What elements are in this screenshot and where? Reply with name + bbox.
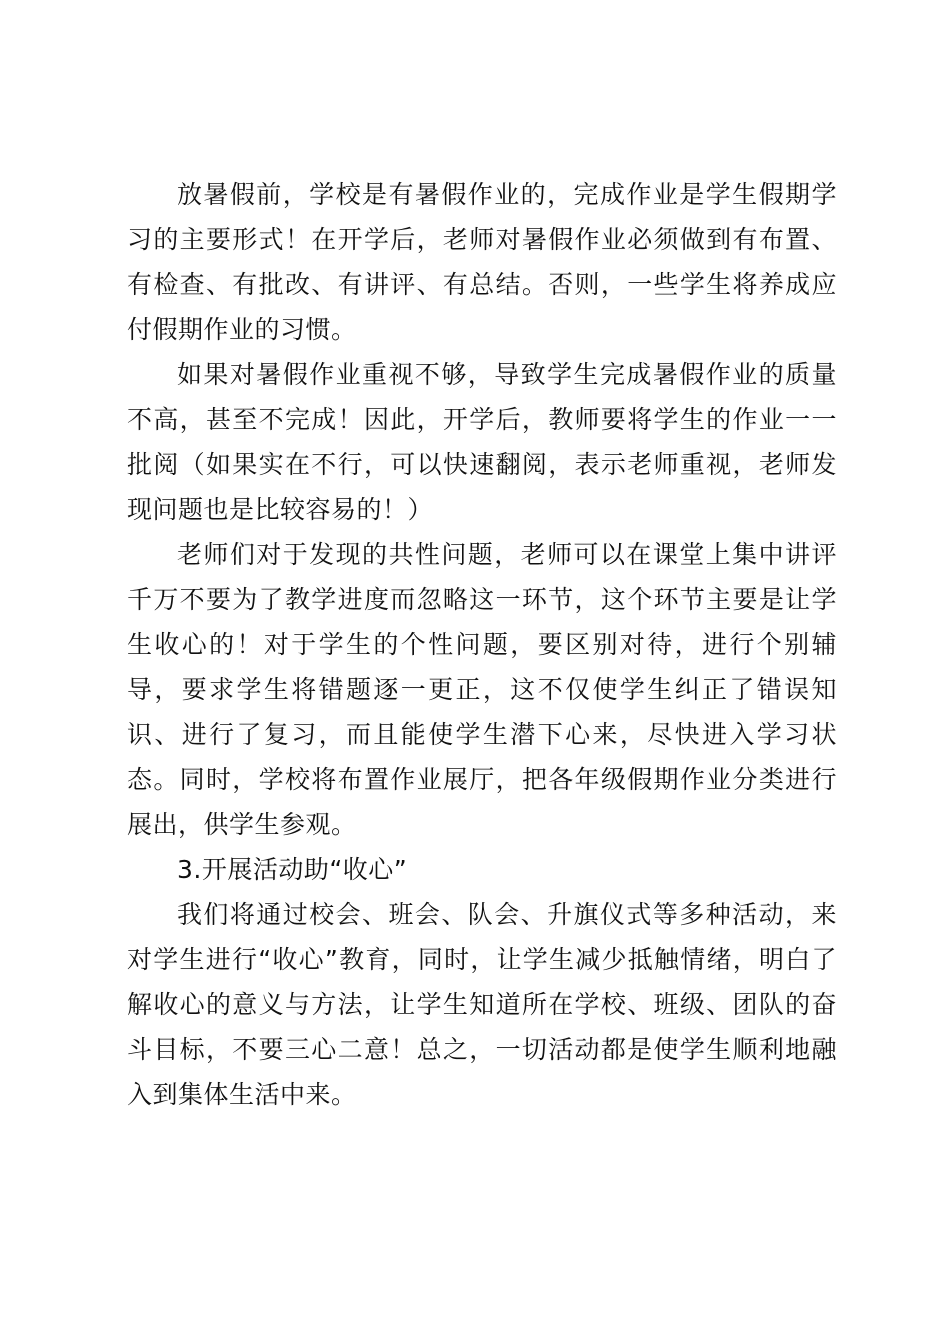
section-heading: 3.开展活动助“收心” <box>177 855 408 884</box>
paragraph-common-problems: 老师们对于发现的共性问题，老师可以在课堂上集中讲评千万不要为了教学进度而忽略这一环节，这个环节主要是让学生收心的！对于学生的个性问题，要区别对待，进行个别辅导，要求学生将错题逐一更正，这不仅使学生纠正了错误知识、进行了复习，而且能使学生潜下心来，尽快进入学习状态。同时，学校将布置作业展厅，把各年级假期作业分类进行展出，供学生参观。 <box>127 540 837 839</box>
paragraph-activities: 我们将通过校会、班会、队会、升旗仪式等多种活动，来对学生进行“收心”教育，同时，让学生减少抵触情绪，明白了解收心的意义与方法，让学生知道所在学校、班级、团队的奋斗目标，不要三心二意！总之，一切活动都是使学生顺利地融入到集体生活中来。 <box>127 900 837 1109</box>
paragraph-homework-plan: 放暑假前，学校是有暑假作业的，完成作业是学生假期学习的主要形式！在开学后，老师对暑假作业必须做到有布置、有检查、有批改、有讲评、有总结。否则，一些学生将养成应付假期作业的习惯。 <box>127 180 837 344</box>
document-page <box>127 172 837 1117</box>
paragraph-homework-review: 如果对暑假作业重视不够，导致学生完成暑假作业的质量不高，甚至不完成！因此，开学后，教师要将学生的作业一一批阅（如果实在不行，可以快速翻阅，表示老师重视，老师发现问题也是比较容易的！） <box>127 360 837 524</box>
